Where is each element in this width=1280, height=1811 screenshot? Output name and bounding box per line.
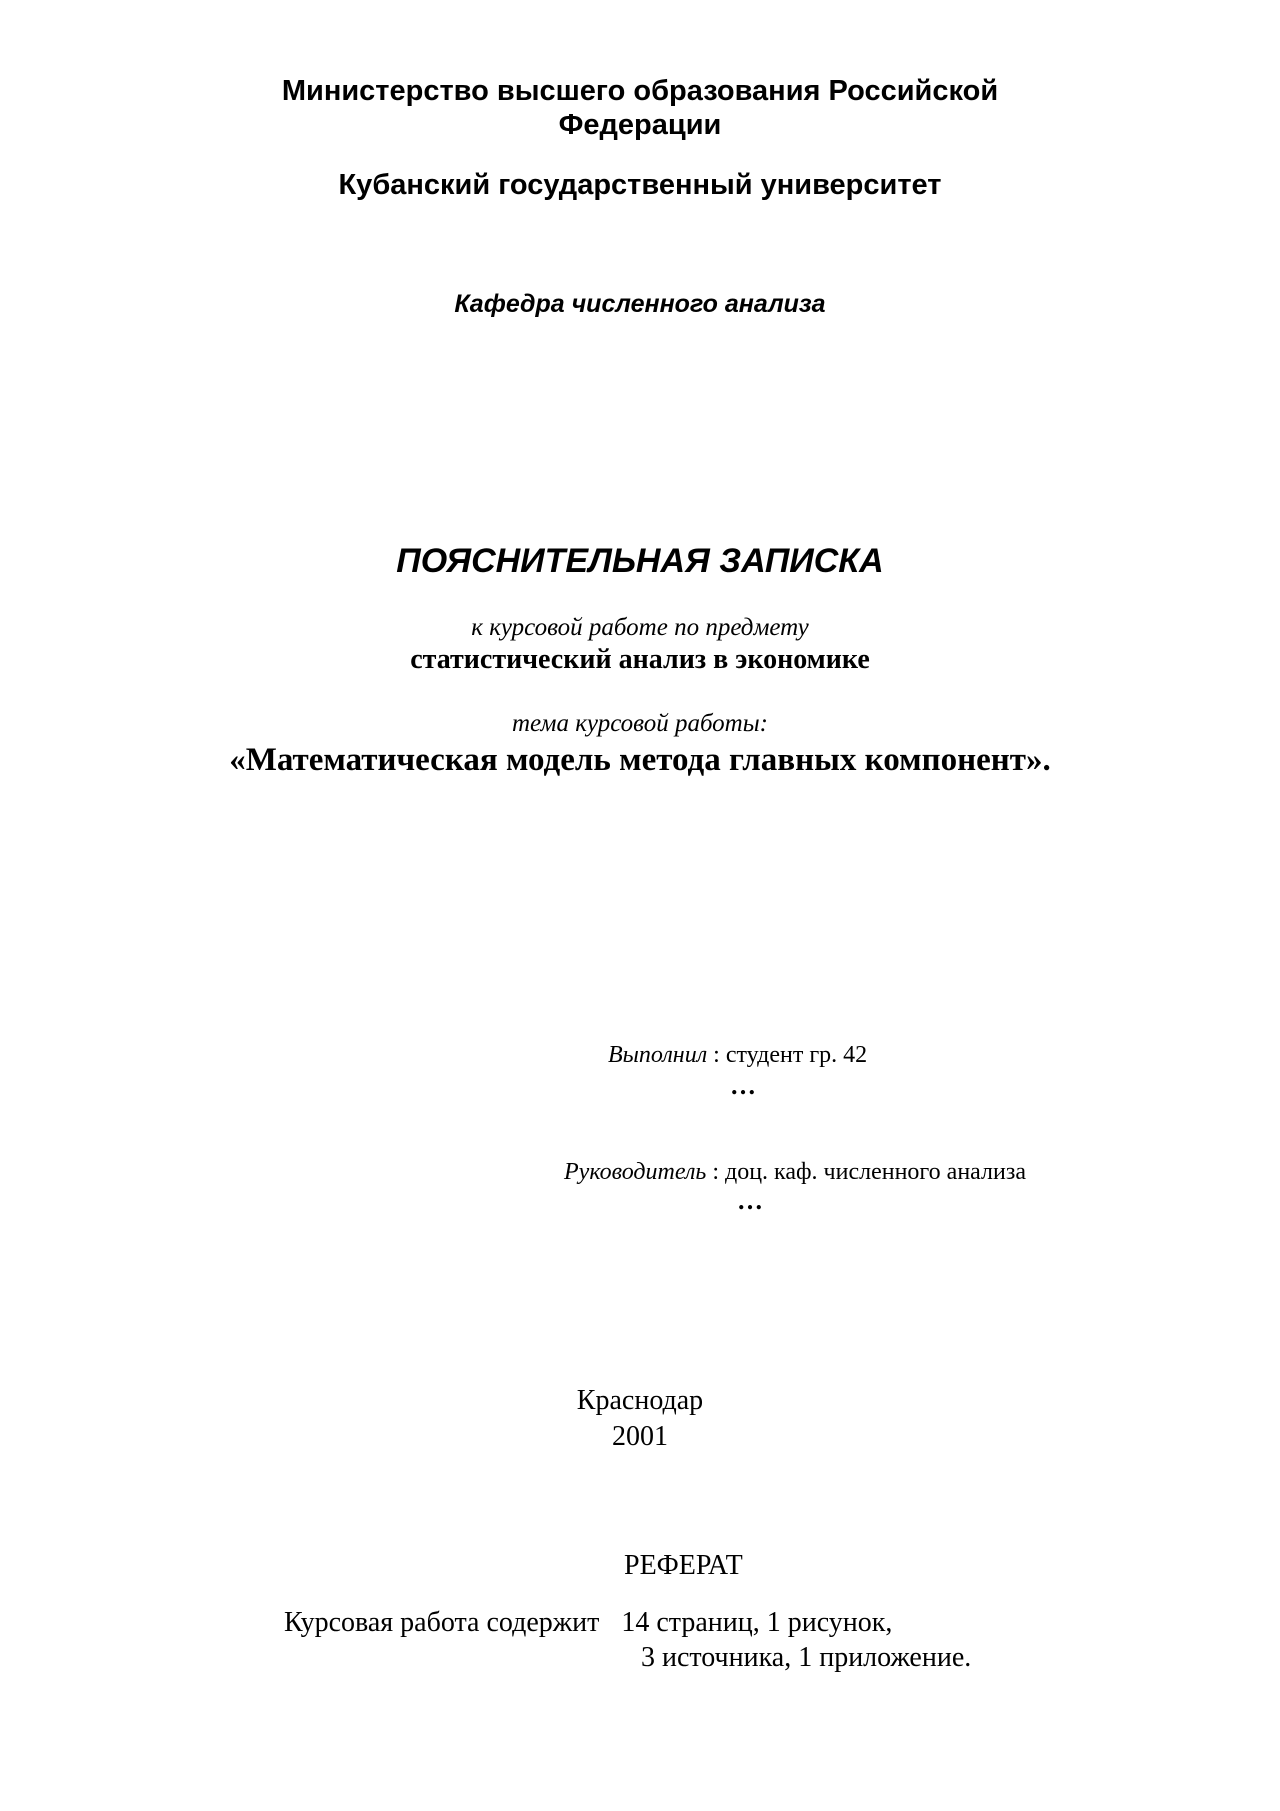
year: 2001 xyxy=(612,1421,668,1452)
topic-intro: тема курсовой работы: xyxy=(512,710,768,737)
performer-value: : студент гр. 42 xyxy=(713,1042,868,1068)
ministry-heading xyxy=(0,74,1280,142)
ministry-line-2: Федерации xyxy=(558,109,722,141)
department-heading: Кафедра численного анализа xyxy=(454,290,826,318)
supervisor-name: … xyxy=(737,1186,763,1215)
ministry-line-1: Министерство высшего образования Российской xyxy=(281,75,999,107)
performer-name: … xyxy=(730,1071,756,1100)
performer-label: Выполнил xyxy=(608,1042,708,1068)
abstract-title: РЕФЕРАТ xyxy=(624,1550,743,1581)
abstract-counts-1: 14 страниц, 1 рисунок, xyxy=(621,1607,893,1638)
university-heading: Кубанский государственный университет xyxy=(338,169,942,201)
abstract-counts-2: 3 источника, 1 приложение. xyxy=(641,1642,972,1673)
topic-name: «Математическая модель метода главных компонент». xyxy=(229,742,1051,778)
abstract-line-1 xyxy=(284,1606,892,1640)
supervisor-value: : доц. каф. численного анализа xyxy=(712,1159,1026,1185)
supervisor-label: Руководитель xyxy=(564,1159,707,1185)
city: Краснодар xyxy=(576,1385,704,1416)
subject-name: статистический анализ в экономике xyxy=(410,644,870,675)
abstract-lead: Курсовая работа содержит xyxy=(284,1607,600,1638)
subject-intro: к курсовой работе по предмету xyxy=(471,614,809,641)
document-title: ПОЯСНИТЕЛЬНАЯ ЗАПИСКА xyxy=(396,542,884,580)
performer-line xyxy=(608,1040,867,1070)
supervisor-line xyxy=(564,1157,1026,1187)
